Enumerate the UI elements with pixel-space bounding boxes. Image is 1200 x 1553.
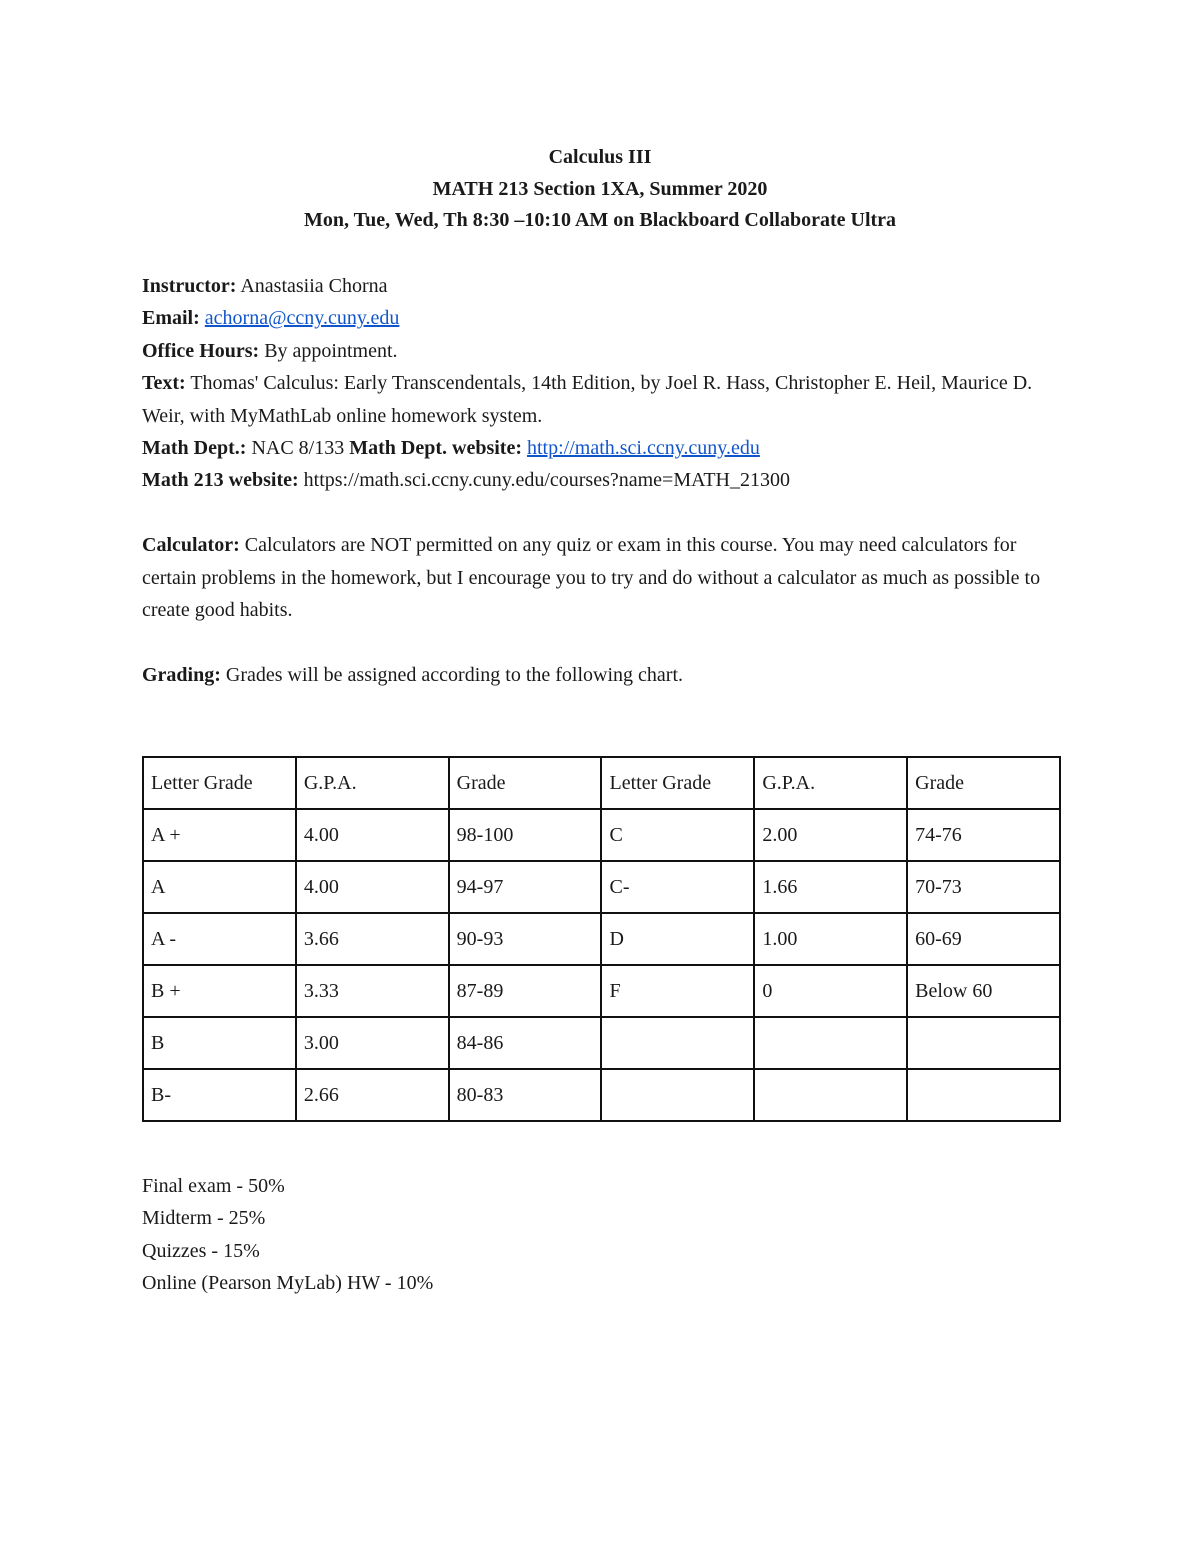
grading-text: Grades will be assigned according to the following chart. — [220, 663, 683, 686]
table-cell: D — [601, 913, 754, 965]
table-cell: 2.66 — [296, 1069, 449, 1121]
spacer — [142, 626, 1062, 658]
table-cell: F — [601, 965, 754, 1017]
table-cell — [754, 1069, 907, 1121]
calculator-text: Calculators are NOT permitted on any quiz or exam in this course. You may need calculators for certain problems in the homework, but I encourage you to try and do without a calculator as much as possible to create good habits. — [142, 534, 1041, 622]
email-link[interactable]: achorna@ccny.cuny.edu — [204, 307, 400, 330]
table-cell: A + — [143, 809, 296, 861]
table-cell: 3.00 — [296, 1017, 449, 1069]
table-cell: Below 60 — [907, 965, 1060, 1017]
table-cell: 74-76 — [907, 809, 1060, 861]
header-cell: G.P.A. — [754, 757, 907, 809]
weight-item: Quizzes - 15% — [142, 1239, 260, 1262]
table-row — [143, 1069, 1060, 1121]
table-row — [143, 861, 1060, 913]
table-cell: 60-69 — [907, 913, 1060, 965]
grading-paragraph — [142, 659, 1062, 691]
course-website-label: Math 213 website: — [142, 469, 299, 492]
instructor-line — [142, 270, 1062, 302]
table-cell: 3.66 — [296, 913, 449, 965]
table-cell: B — [143, 1017, 296, 1069]
textbook-label: Text: — [142, 372, 186, 395]
office-hours-value: By appointment. — [259, 339, 398, 362]
math-dept-label: Math Dept.: — [142, 437, 247, 460]
course-website-line — [142, 464, 1062, 496]
course-section: MATH 213 Section 1XA, Summer 2020 — [432, 177, 768, 200]
table-cell: 2.00 — [754, 809, 907, 861]
table-row — [143, 965, 1060, 1017]
table-cell: A - — [143, 913, 296, 965]
course-website-value: https://math.sci.ccny.cuny.edu/courses?name=MATH_21300 — [298, 469, 790, 492]
table-cell: 1.66 — [754, 861, 907, 913]
table-header-row — [143, 757, 1060, 809]
textbook-value: Thomas' Calculus: Early Transcendentals, 14th Edition, by Joel R. Hass, Christopher E. Heil, Maurice D. Weir, with MyMathLab online homework system. — [142, 372, 1033, 427]
header-cell: G.P.A. — [296, 757, 449, 809]
office-hours-line — [142, 335, 1062, 367]
email-line — [142, 302, 1062, 334]
course-schedule: Mon, Tue, Wed, Th 8:30 –10:10 AM on Blackboard Collaborate Ultra — [303, 209, 897, 231]
weight-item: Online (Pearson MyLab) HW - 10% — [142, 1272, 434, 1295]
table-cell: B- — [143, 1069, 296, 1121]
table-cell: 4.00 — [296, 809, 449, 861]
table-cell: 80-83 — [449, 1069, 602, 1121]
table-cell: A — [143, 861, 296, 913]
header-cell: Letter Grade — [601, 757, 754, 809]
calculator-label: Calculator: — [142, 534, 240, 557]
table-cell: 84-86 — [449, 1017, 602, 1069]
table-cell: B + — [143, 965, 296, 1017]
header-cell: Grade — [449, 757, 602, 809]
grade-table — [142, 756, 1061, 1122]
table-cell: 94-97 — [449, 861, 602, 913]
calculator-paragraph — [142, 529, 1062, 626]
weight-item: Final exam - 50% — [142, 1175, 285, 1197]
instructor-label: Instructor: — [142, 275, 237, 297]
table-row — [143, 809, 1060, 861]
table-cell: C — [601, 809, 754, 861]
table-cell: 1.00 — [754, 913, 907, 965]
grade-weights — [142, 1170, 433, 1300]
table-cell: 0 — [754, 965, 907, 1017]
weight-item: Midterm - 25% — [142, 1207, 266, 1230]
table-cell — [754, 1017, 907, 1069]
instructor-value: Anastasiia Chorna — [236, 275, 388, 297]
textbook-line — [142, 367, 1062, 432]
table-cell: 4.00 — [296, 861, 449, 913]
math-dept-website-label: Math Dept. website: — [349, 437, 522, 460]
math-dept-value: NAC 8/133 — [246, 437, 350, 460]
math-dept-website-link[interactable]: http://math.sci.ccny.cuny.edu — [526, 437, 760, 460]
office-hours-label: Office Hours: — [142, 339, 260, 362]
course-title: Calculus III — [548, 146, 652, 168]
table-cell: 3.33 — [296, 965, 449, 1017]
table-cell: 90-93 — [449, 913, 602, 965]
table-cell — [907, 1017, 1060, 1069]
table-row — [143, 913, 1060, 965]
table-cell: C- — [601, 861, 754, 913]
course-info — [142, 270, 1062, 691]
header-block — [0, 142, 1200, 237]
table-cell — [907, 1069, 1060, 1121]
email-label: Email: — [142, 307, 200, 330]
header-cell: Grade — [907, 757, 1060, 809]
table-cell: 70-73 — [907, 861, 1060, 913]
table-cell: 98-100 — [449, 809, 602, 861]
table-cell — [601, 1017, 754, 1069]
table-cell — [601, 1069, 754, 1121]
table-cell: 87-89 — [449, 965, 602, 1017]
math-dept-line — [142, 432, 1062, 464]
grading-label: Grading: — [142, 663, 221, 686]
spacer — [142, 497, 1062, 529]
table-row — [143, 1017, 1060, 1069]
grade-table-body — [143, 757, 1060, 1121]
header-cell: Letter Grade — [143, 757, 296, 809]
